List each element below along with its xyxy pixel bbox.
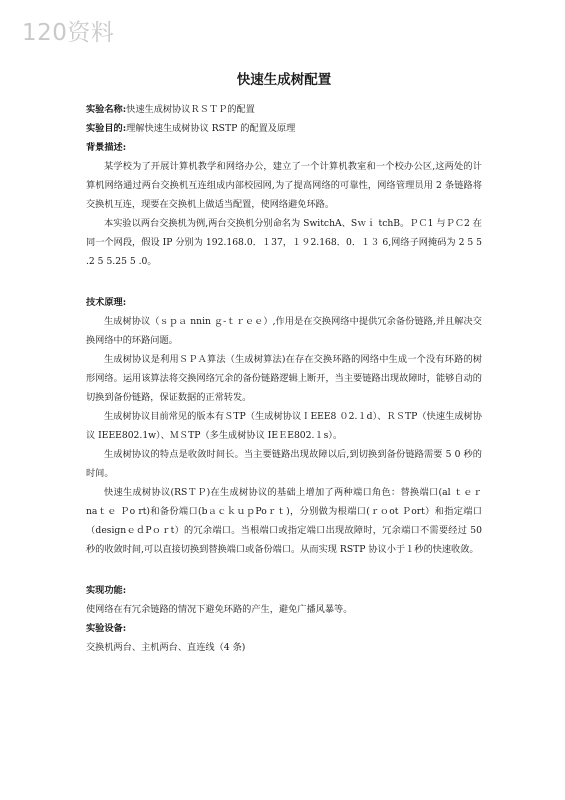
background-paragraph-1: 某学校为了开展计算机教学和网络办公，建立了一个计算机教室和一个校办公区,这两处的计算机网络通过两台交换机互连组成内部校园网,为了提高网络的可靠性，网络管理员用 2 条链路将交换机互连，现要在交换机上做适当配置，使网络避免环路。	[86, 161, 482, 210]
document-body	[86, 70, 482, 657]
principle-heading: 技术原理:	[86, 297, 127, 308]
watermark-logo: 120资料	[22, 20, 115, 46]
principle-paragraph-5: 快速生成树协议(RSＴＰ)在生成树协议的基础上增加了两种端口角色：替换端口(al ｔｅｒ naｔｅ Ｐo rt)和备份端口(bａｃｋｕｐPoｒｔ)，分别做为根端口(ｒｏot Ｐort）和指定端口（designｅｄPｏｒt）的冗余端口。当根端口或指定端口出现故障时，冗余端口不需要经过 50 秒的收敛时间,可以直接切换到替换端口或备份端口。从而实现 RSTP 协议小于１秒的快速收敛。	[86, 487, 482, 555]
principle-paragraph-3: 生成树协议目前常见的版本有ＳTP（生成树协议ＩEEE8 ０2.１d）、ＲＳTP（快速生成树协议 IEEE802.1w）、ＭＳTP（多生成树协议 IEＥE802.１s）。	[86, 411, 482, 441]
experiment-name-label: 实验名称:	[86, 104, 127, 115]
function-heading: 实现功能:	[86, 585, 127, 596]
page-title: 快速生成树配置	[236, 72, 332, 88]
background-paragraph-2: 本实验以两台交换机为例,两台交换机分别命名为 SwitchA、Sｗｉ tchB。ＰＣ1 与ＰＣ2 在同一个网段，假设 IP 分别为 192.168.0．１37，１９2.168．0．１３ 6,网络子网掩码为 2 5 5 .2 5 5.25 5 .0。	[86, 218, 482, 267]
experiment-goal-value: 理解快速生成树协议 RSTP 的配置及原理	[126, 123, 296, 134]
experiment-name-value: 快速生成树协议ＲＳＴＰ的配置	[126, 104, 255, 115]
experiment-goal-line	[86, 119, 482, 138]
principle-paragraph-1: 生成树协议（ｓｐａ nnin ｇ-ｔｒｅｅ）,作用是在交换网络中提供冗余备份链路,并且解决交换网络中的环路问题。	[86, 316, 482, 346]
equipment-text: 交换机两台、主机两台、直连线（4 条)	[86, 642, 246, 653]
equipment-heading: 实验设备:	[86, 623, 127, 634]
principle-paragraph-4: 生成树协议的特点是收敛时间长。当主要链路出现故障以后,到切换到备份链路需要 5 0 秒的时间。	[86, 449, 482, 479]
experiment-goal-label: 实验目的:	[86, 123, 127, 134]
function-text: 使网络在有冗余链路的情况下避免环路的产生，避免广播风暴等。	[86, 604, 353, 615]
experiment-name-line	[86, 100, 482, 119]
principle-paragraph-2: 生成树协议是利用ＳＰＡ算法（生成树算法)在存在交换环路的网络中生成一个没有环路的树形网络。运用该算法将交换网络冗余的备份链路逻辑上断开，当主要链路出现故障时，能够自动的切换到备份链路，保证数据的正常转发。	[86, 354, 482, 403]
background-heading: 背景描述:	[86, 142, 127, 153]
